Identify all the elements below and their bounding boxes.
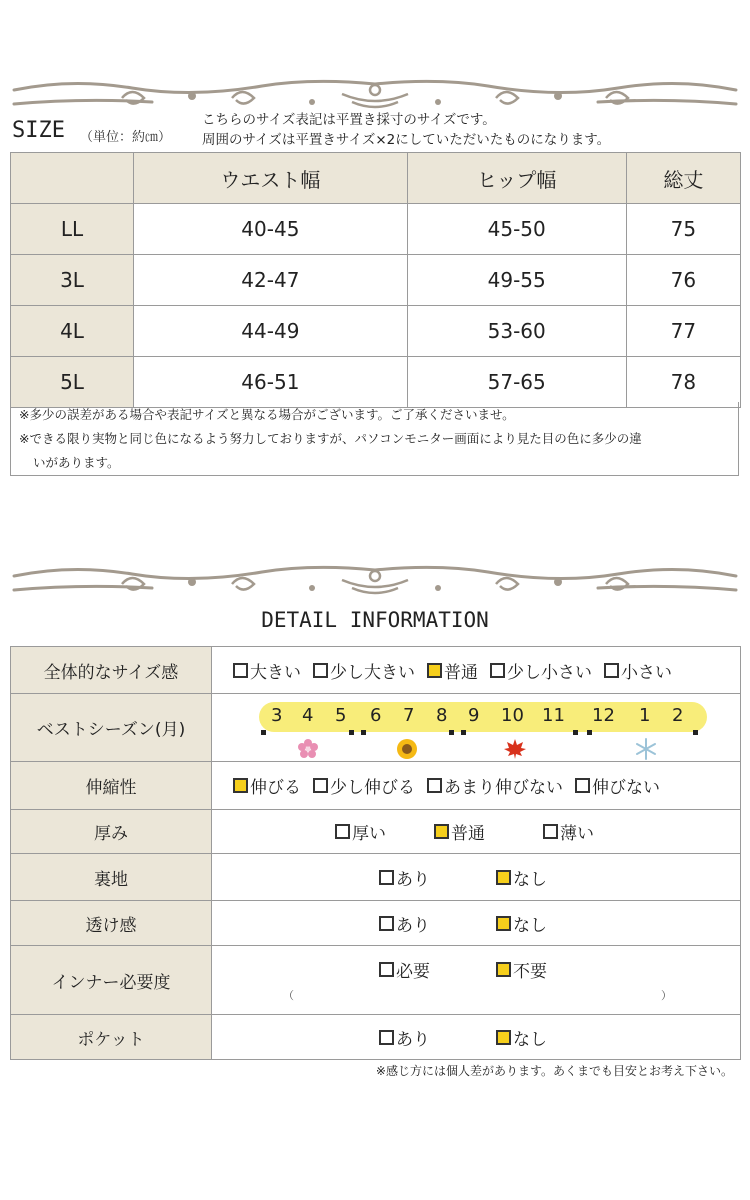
option-label: あり [396,915,430,936]
option-sheer [496,911,547,936]
maple-leaf-icon [503,738,527,760]
option-label: 必要 [396,962,430,982]
season-tick [573,730,578,735]
checkbox-checked-icon [434,824,449,839]
size-table-corner [11,153,134,204]
size-table-header-row [11,153,741,204]
option-label: あり [396,869,430,890]
checkbox-icon [313,663,328,678]
length-cell: 76 [626,255,740,306]
label-inner: インナー必要度 [11,946,212,1015]
sakura-icon [297,738,319,760]
size-note [202,110,610,150]
label-size-feel: 全体的なサイズ感 [11,647,212,694]
checkbox-icon [313,778,328,793]
size-notes [10,402,739,476]
label-sheer: 透け感 [11,901,212,946]
option-lining [496,865,547,890]
month-label: 6 [370,704,382,726]
option-label: 普通 [444,662,478,683]
option-label: 普通 [451,824,485,844]
option-label: あり [396,1029,430,1050]
season-calendar [212,694,741,762]
checkbox-checked-icon [496,870,511,885]
checkbox-icon [379,916,394,931]
options-size-feel [212,647,741,694]
option-label: なし [513,915,547,936]
detail-title: DETAIL INFORMATION [261,608,489,632]
option-label: なし [513,1029,547,1050]
label-pocket: ポケット [11,1015,212,1060]
option-inner [496,957,547,982]
checkbox-checked-icon [496,916,511,931]
option-size-feel [427,658,478,683]
option-label: なし [513,869,547,890]
month-label: 5 [335,704,347,726]
hip-cell: 53-60 [407,306,626,357]
row-size-label: 5L [11,357,134,408]
table-row [11,357,741,408]
options-stretch [212,762,741,810]
paren-open: （ [283,989,294,1002]
option-label: 厚い [352,824,386,844]
option-pocket [496,1025,547,1050]
option-label: 伸びる [250,778,301,798]
length-cell: 77 [626,306,740,357]
option-label: 少し大きい [330,662,415,683]
size-note-line: こちらのサイズ表記は平置き採寸のサイズです。 [202,112,496,128]
season-tick [693,730,698,735]
detail-footnote: ※感じ方には個人差があります。あくまでも目安とお考え下さい。 [375,1064,733,1078]
options-thickness [212,810,741,854]
label-thickness: 厚み [11,810,212,854]
hip-cell: 45-50 [407,204,626,255]
detail-row-thickness [11,810,741,854]
options-inner [212,946,741,1015]
option-label: 薄い [560,824,594,844]
column-header-length: 総丈 [626,153,740,204]
length-cell: 78 [626,357,740,408]
month-label: 8 [436,704,448,726]
detail-row-sheer [11,901,741,946]
option-stretch [575,773,660,798]
season-tick [361,730,366,735]
waist-cell: 46-51 [134,357,408,408]
checkbox-icon [490,663,505,678]
option-thickness [434,819,485,844]
month-label: 11 [542,704,565,726]
label-lining: 裏地 [11,854,212,901]
size-table [10,152,741,408]
detail-row-stretch [11,762,741,810]
option-thickness [335,819,386,844]
option-label: 小さい [621,662,672,683]
note-line: いがあります。 [33,455,120,470]
waist-cell: 42-47 [134,255,408,306]
note-line: ※できる限り実物と同じ色になるよう努力しておりますが、パソコンモニター画面により見た目の色に多少の違 [19,431,642,446]
sunflower-icon [396,738,418,760]
option-label: 大きい [250,662,301,683]
detail-row-size-feel [11,647,741,694]
checkbox-icon [379,962,394,977]
size-header [12,112,742,154]
season-tick [349,730,354,735]
checkbox-checked-icon [427,663,442,678]
month-label: 12 [592,704,615,726]
option-size-feel [604,658,672,683]
option-lining [379,865,430,890]
detail-row-inner [11,946,741,1015]
snowflake-icon [635,738,657,760]
table-row [11,306,741,357]
note-line: ※多少の誤差がある場合や表記サイズと異なる場合がございます。ご了承くださいませ。 [19,407,515,422]
checkbox-icon [543,824,558,839]
checkbox-icon [335,824,350,839]
option-label: 少し小さい [507,662,592,683]
option-stretch [313,773,415,798]
option-sheer [379,911,430,936]
paren-close: ） [661,989,672,1002]
season-tick [461,730,466,735]
size-unit: （単位：約㎝） [80,130,172,145]
size-title: SIZE [12,118,65,143]
option-label: あまり伸びない [444,778,563,798]
option-pocket [379,1025,430,1050]
detail-row-lining [11,854,741,901]
size-note-line: 周囲のサイズは平置きサイズ×2にしていただいたものになります。 [202,132,611,148]
checkbox-icon [604,663,619,678]
month-label: 2 [672,704,684,726]
detail-row-season [11,694,741,762]
options-lining [212,854,741,901]
month-label: 1 [639,704,651,726]
season-tick [587,730,592,735]
option-label: 不要 [513,962,547,982]
option-stretch [233,773,301,798]
waist-cell: 40-45 [134,204,408,255]
detail-row-pocket [11,1015,741,1060]
season-tick [449,730,454,735]
label-stretch: 伸縮性 [11,762,212,810]
month-label: 10 [501,704,524,726]
checkbox-icon [427,778,442,793]
hip-cell: 49-55 [407,255,626,306]
row-size-label: LL [11,204,134,255]
option-inner [379,957,430,982]
checkbox-checked-icon [496,1030,511,1045]
checkbox-icon [575,778,590,793]
option-size-feel [233,658,301,683]
length-cell: 75 [626,204,740,255]
decorative-divider-bottom [12,562,738,602]
checkbox-checked-icon [496,962,511,977]
column-header-waist: ウエスト幅 [134,153,408,204]
checkbox-icon [379,870,394,885]
option-stretch [427,773,563,798]
option-size-feel [313,658,415,683]
row-size-label: 3L [11,255,134,306]
month-label: 4 [302,704,314,726]
column-header-hip: ヒップ幅 [407,153,626,204]
label-season: ベストシーズン(月) [11,694,212,762]
option-thickness [543,819,594,844]
option-size-feel [490,658,592,683]
season-tick [261,730,266,735]
option-label: 伸びない [592,778,660,798]
checkbox-checked-icon [233,778,248,793]
checkbox-icon [233,663,248,678]
options-sheer [212,901,741,946]
month-label: 9 [468,704,480,726]
month-label: 3 [271,704,283,726]
waist-cell: 44-49 [134,306,408,357]
option-label: 少し伸びる [330,778,415,798]
row-size-label: 4L [11,306,134,357]
table-row [11,204,741,255]
options-pocket [212,1015,741,1060]
hip-cell: 57-65 [407,357,626,408]
detail-table [10,646,741,1060]
table-row [11,255,741,306]
checkbox-icon [379,1030,394,1045]
month-label: 7 [403,704,415,726]
